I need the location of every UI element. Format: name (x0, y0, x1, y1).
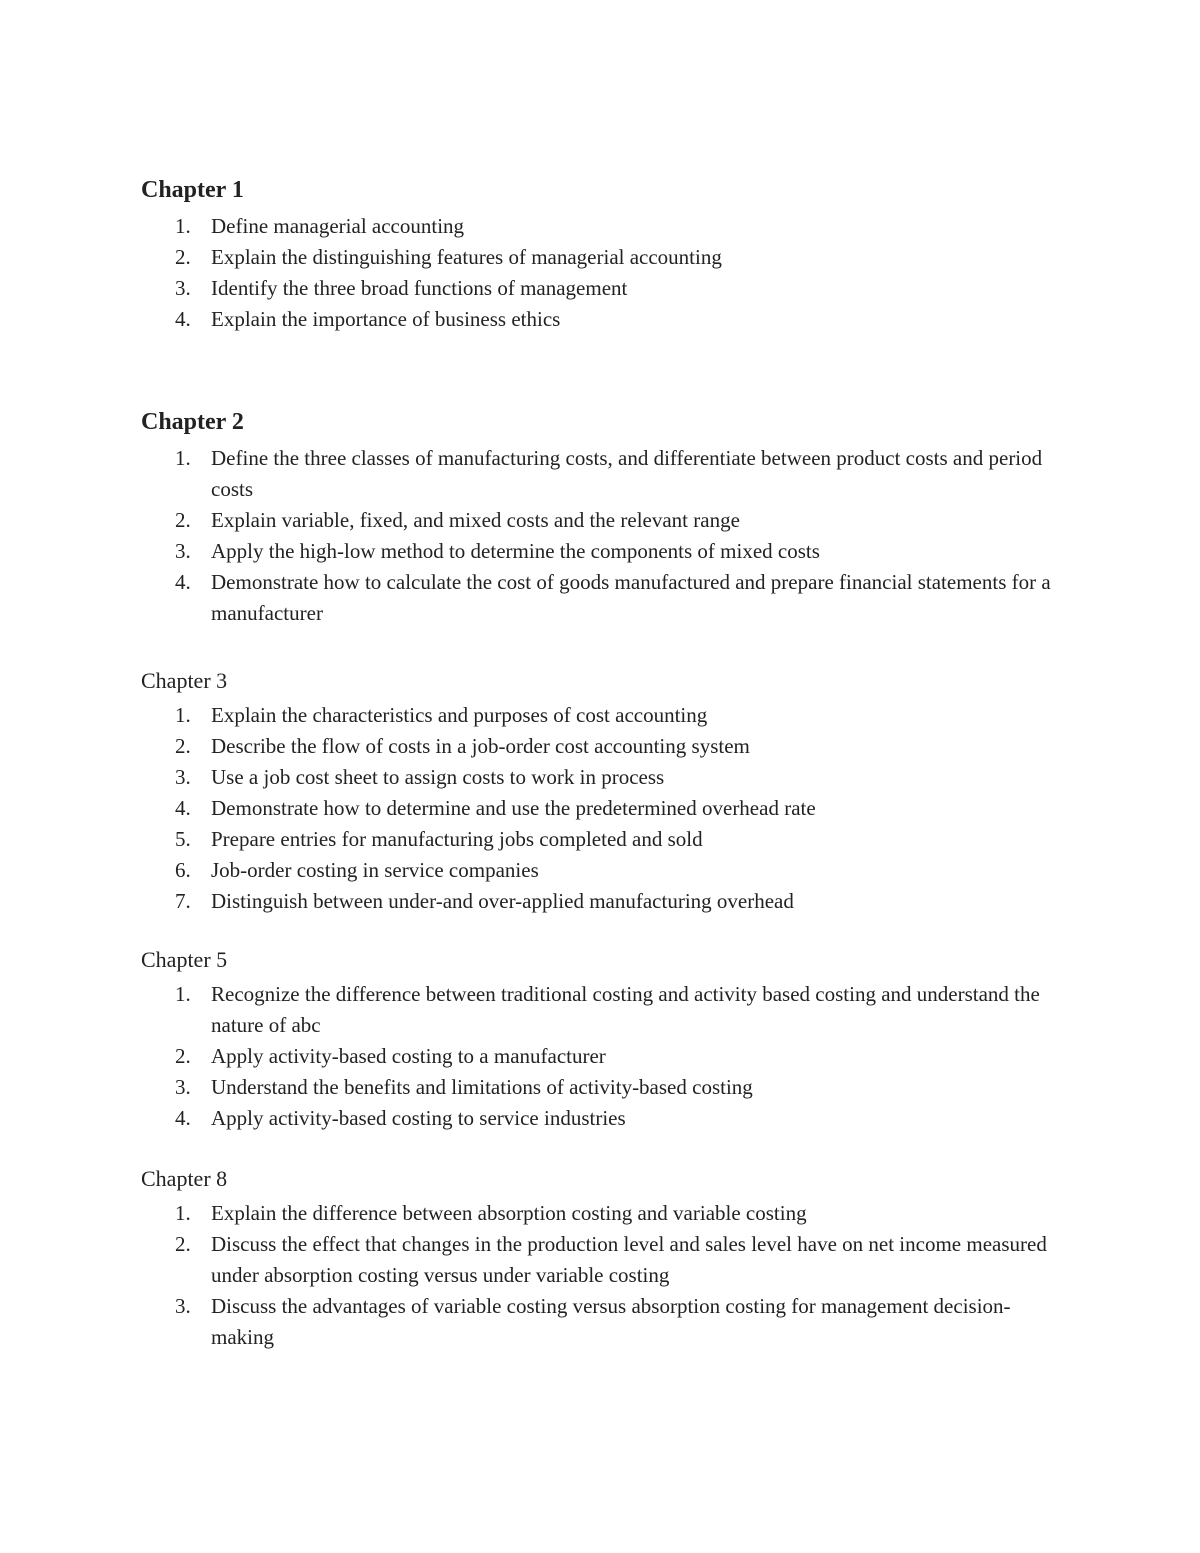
list-item (141, 1291, 1071, 1353)
list-number: 2. (175, 734, 191, 758)
list-number: 3. (175, 276, 191, 300)
objective-list (141, 979, 1071, 1134)
list-number: 6. (175, 858, 191, 882)
list-item-text: Discuss the effect that changes in the production level and sales level have on net income measured under absorption costing versus under variable costing (211, 1232, 1047, 1287)
list-item-text: Explain the importance of business ethics (211, 307, 561, 331)
list-item-text: Job-order costing in service companies (211, 858, 539, 882)
chapter-2-section (141, 405, 1071, 629)
list-number: 4. (175, 1106, 191, 1130)
list-item (141, 211, 1071, 242)
list-number: 1. (175, 1201, 191, 1225)
list-item (141, 304, 1071, 335)
list-item (141, 1041, 1071, 1072)
list-item (141, 824, 1071, 855)
list-number: 1. (175, 446, 191, 470)
list-item-text: Explain the characteristics and purposes of cost accounting (211, 703, 708, 727)
list-item (141, 505, 1071, 536)
list-number: 3. (175, 539, 191, 563)
list-item (141, 731, 1071, 762)
list-item (141, 793, 1071, 824)
list-item-text: Apply activity-based costing to service industries (211, 1106, 626, 1130)
list-item-text: Demonstrate how to calculate the cost of goods manufactured and prepare financial statements for a manufacturer (211, 570, 1051, 625)
list-item-text: Discuss the advantages of variable costing versus absorption costing for management decision-making (211, 1294, 1011, 1349)
list-item (141, 242, 1071, 273)
list-item-text: Apply the high-low method to determine the components of mixed costs (211, 539, 820, 563)
list-number: 3. (175, 1294, 191, 1318)
list-number: 3. (175, 765, 191, 789)
list-item (141, 855, 1071, 886)
list-number: 2. (175, 508, 191, 532)
objective-list (141, 700, 1071, 917)
list-item-text: Understand the benefits and limitations of activity-based costing (211, 1075, 753, 1099)
chapter-5-section (141, 944, 1071, 1134)
list-number: 4. (175, 307, 191, 331)
chapter-heading: Chapter 1 (141, 177, 244, 203)
list-item-text: Distinguish between under-and over-applied manufacturing overhead (211, 889, 794, 913)
list-item (141, 567, 1071, 629)
chapter-heading: Chapter 2 (141, 409, 244, 435)
list-number: 2. (175, 1232, 191, 1256)
list-item-text: Prepare entries for manufacturing jobs completed and sold (211, 827, 703, 851)
list-item-text: Apply activity-based costing to a manufacturer (211, 1044, 606, 1068)
list-number: 4. (175, 570, 191, 594)
list-item-text: Identify the three broad functions of management (211, 276, 628, 300)
list-item-text: Explain variable, fixed, and mixed costs and the relevant range (211, 508, 740, 532)
list-item (141, 700, 1071, 731)
list-item (141, 979, 1071, 1041)
list-item-text: Use a job cost sheet to assign costs to work in process (211, 765, 665, 789)
list-number: 5. (175, 827, 191, 851)
list-item (141, 1072, 1071, 1103)
list-number: 1. (175, 214, 191, 238)
list-item (141, 536, 1071, 567)
chapter-heading: Chapter 3 (141, 668, 228, 693)
list-number: 1. (175, 703, 191, 727)
list-item (141, 1198, 1071, 1229)
objective-list (141, 1198, 1071, 1353)
chapter-heading: Chapter 5 (141, 947, 228, 972)
chapter-8-section (141, 1163, 1071, 1353)
list-item (141, 762, 1071, 793)
list-item-text: Describe the flow of costs in a job-order cost accounting system (211, 734, 750, 758)
list-item (141, 886, 1071, 917)
list-number: 7. (175, 889, 191, 913)
list-number: 2. (175, 245, 191, 269)
objective-list (141, 443, 1071, 629)
objective-list (141, 211, 1071, 335)
list-item-text: Demonstrate how to determine and use the predetermined overhead rate (211, 796, 816, 820)
list-item (141, 273, 1071, 304)
list-item (141, 443, 1071, 505)
list-item (141, 1103, 1071, 1134)
list-number: 3. (175, 1075, 191, 1099)
list-item-text: Define managerial accounting (211, 214, 465, 238)
list-item-text: Explain the distinguishing features of managerial accounting (211, 245, 722, 269)
list-item-text: Recognize the difference between traditional costing and activity based costing and understand the nature of abc (211, 982, 1040, 1037)
chapter-3-section (141, 665, 1071, 917)
list-number: 4. (175, 796, 191, 820)
chapter-heading: Chapter 8 (141, 1166, 228, 1191)
list-number: 2. (175, 1044, 191, 1068)
list-item (141, 1229, 1071, 1291)
list-number: 1. (175, 982, 191, 1006)
list-item-text: Explain the difference between absorption costing and variable costing (211, 1201, 807, 1225)
list-item-text: Define the three classes of manufacturing costs, and differentiate between product costs and period costs (211, 446, 1043, 501)
chapter-1-section (141, 173, 1071, 335)
